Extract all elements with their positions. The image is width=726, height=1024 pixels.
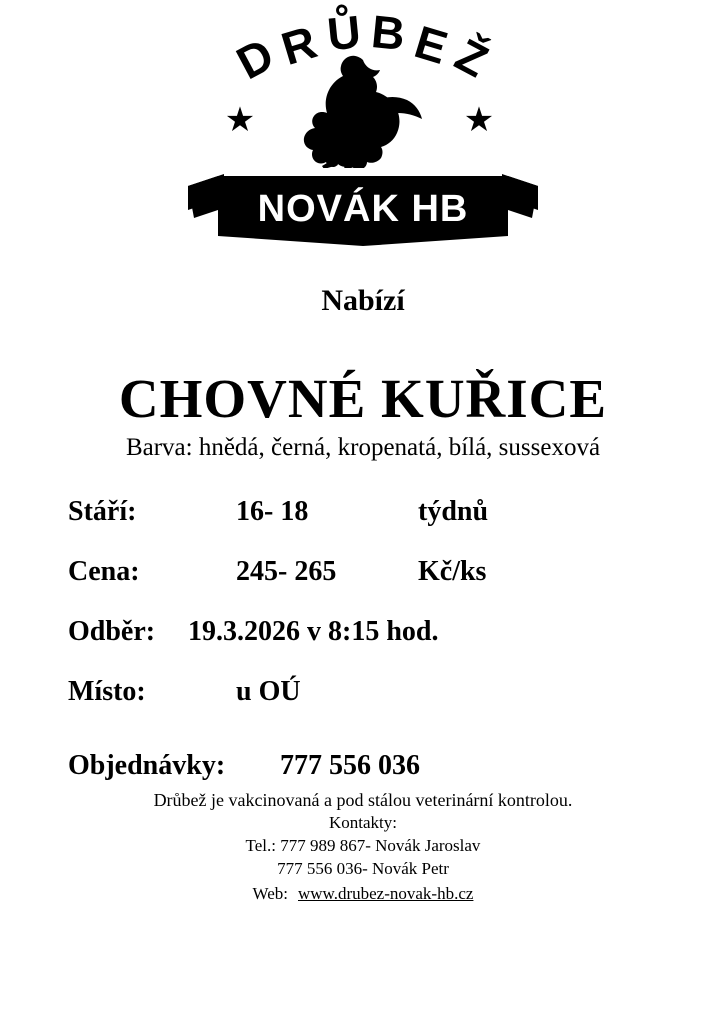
detail-row-place bbox=[68, 676, 726, 708]
page-title: CHOVNÉ KUŘICE bbox=[118, 368, 608, 429]
pickup-label: Odběr: bbox=[68, 615, 156, 647]
pickup-value: 19.3.2026 v 8:15 hod. bbox=[188, 615, 439, 647]
footer-phone-2: 777 556 036- Novák Petr bbox=[277, 858, 449, 878]
place-label: Místo: bbox=[68, 675, 146, 707]
age-unit: týdnů bbox=[418, 495, 489, 527]
details-list bbox=[0, 496, 726, 782]
chicken-icon bbox=[288, 48, 438, 168]
offers-label: Nabízí bbox=[321, 284, 405, 317]
detail-row-price bbox=[68, 556, 726, 588]
place-value: u OÚ bbox=[236, 675, 301, 707]
price-label: Cena: bbox=[68, 555, 140, 587]
price-unit: Kč/ks bbox=[418, 555, 487, 587]
age-label: Stáří: bbox=[68, 495, 137, 527]
footer-contacts-label: Kontakty: bbox=[329, 813, 397, 833]
logo-arc-letters: DRŮBEŽ bbox=[228, 5, 498, 90]
orders-phone: 777 556 036 bbox=[280, 749, 420, 781]
footer-block bbox=[0, 788, 726, 906]
logo-banner bbox=[188, 168, 538, 250]
price-value: 245- 265 bbox=[236, 555, 337, 587]
footer-web-label: Web: bbox=[252, 883, 288, 903]
logo-arc-text bbox=[0, 0, 726, 90]
star-left-icon: ★ bbox=[224, 102, 256, 139]
detail-row-age bbox=[68, 496, 726, 528]
footer-web-row bbox=[0, 883, 726, 906]
star-right-icon: ★ bbox=[463, 102, 495, 139]
detail-row-orders bbox=[68, 750, 726, 782]
age-value: 16- 18 bbox=[236, 495, 309, 527]
footer-phone-1: Tel.: 777 989 867- Novák Jaroslav bbox=[245, 835, 481, 855]
footer-note: Drůbež je vakcinovaná a pod stálou veterinární kontrolou. bbox=[153, 789, 573, 810]
color-line: Barva: hnědá, černá, kropenatá, bílá, sussexová bbox=[125, 433, 601, 461]
logo-banner-text: NOVÁK HB bbox=[257, 188, 469, 230]
detail-row-pickup bbox=[68, 616, 726, 648]
logo-block bbox=[0, 0, 726, 258]
footer-web-link[interactable]: www.drubez-novak-hb.cz bbox=[298, 883, 474, 903]
orders-label: Objednávky: bbox=[68, 749, 226, 781]
